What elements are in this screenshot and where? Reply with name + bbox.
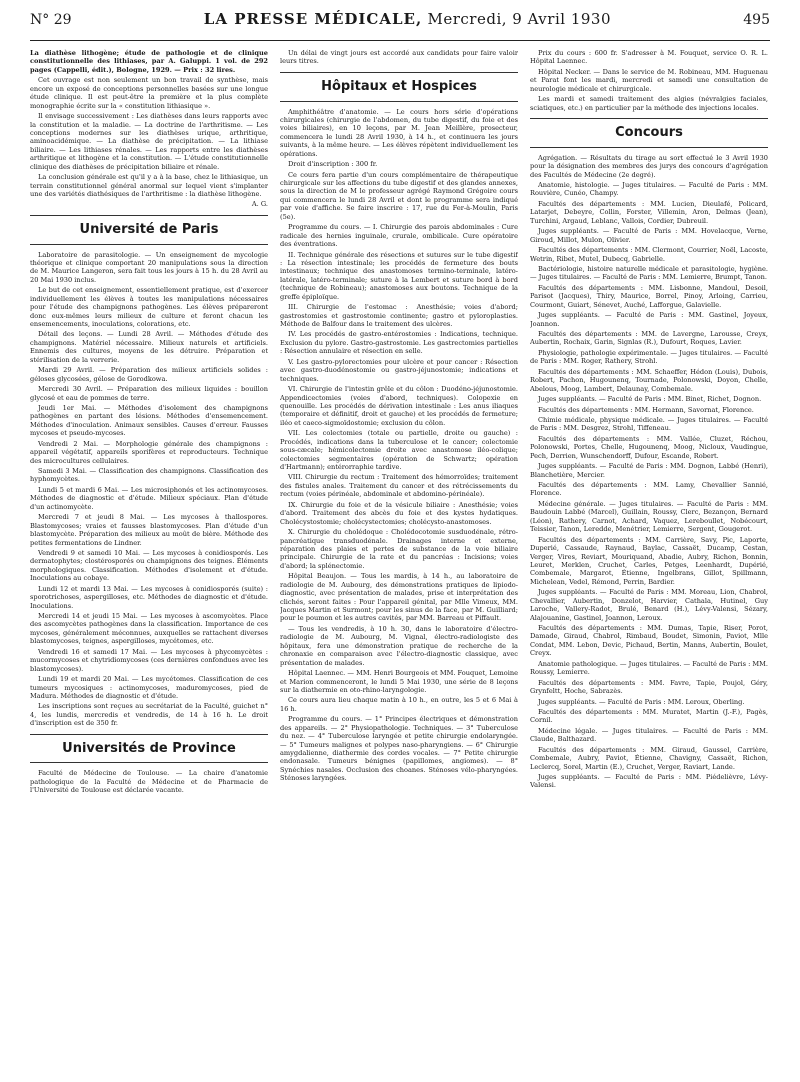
paragraph: Hôpital Laennec. — MM. Henri Bourgeois et MM. Fouquet, Lemoine et Marion commenceront, le lundi 5 Mai 1930, une série de 8 leçons sur la diathermie en oto-rhino-laryngologie. [280, 669, 518, 694]
issue-date: Mercredi, 9 Avril 1930 [427, 10, 611, 28]
paragraph: Chimie médicale, physique médicale. — Juges titulaires. — Faculté de Paris : MM. Desgrez, Strohl, Tiffeneau. [530, 415, 768, 433]
paragraph: Les mardi et samedi traitement des algies (névralgies faciales, sciatiques, etc.) en particulier par la méthode des injections locales. [530, 95, 768, 112]
paragraph: La conclusion générale est qu'il y a à la base, chez le lithiasique, un terrain constitutionnel général anormal sur lequel vient s'implanter une des variétés diathésiques de l'arthritisme : la diathèse lithogène. [30, 173, 268, 198]
paragraph: Laboratoire de parasitologie. — Un enseignement de mycologie théorique et clinique comportant 20 manipulations sous la direction de M. Maurice Langeron, sera fait tous les jours à 15 h. du 28 Avril au 20 Mai 1930 inclus. [30, 250, 268, 284]
paragraph: Ce cours aura lieu chaque matin à 10 h., en outre, les 5 et 6 Mai à 16 h. [280, 696, 518, 713]
newspaper-page [30, 10, 770, 1074]
paragraph: Facultés des départements : MM. Hermann, Savornat, Florence. [538, 405, 754, 414]
paragraph: Juges suppléants. — Faculté de Paris : MM. Leroux, Oberling. [538, 697, 745, 706]
paragraph: Mercredi 14 et jeudi 15 Mai. — Les mycoses à ascomycètes. Place des ascomycètes pathogènes dans la classification. Importance de ces mycoses, généralement méconnues, auxquelles se rattachent diverses blastomycoses, teignes, aspergilloses, mycétomes, etc. [30, 612, 268, 646]
paragraph: Facultés des départements : MM. Lisbonne, Mandoul, Desoil, Parisot (Jacques), Thiry, Maurice, Borrel, Pinoy, Arloing, Carrieu, Courmont, Guiart, Sénevet, Auché, Lafforgue, Galavielle. [530, 283, 768, 309]
paragraph: Samedi 3 Mai. — Classification des champignons. Classification des hyphomycètes. [30, 467, 268, 484]
paragraph: Facultés des départements : MM. Giraud, Gaussel, Carrière, Combemale, Aubry, Paviot, Étienne, Chavigny, Cassaët, Richon, Leclercq, Sorel, Martin (E.), Cruchet, Verger, Raviart, Lande. [530, 745, 768, 771]
paragraph: II. Technique générale des résections et sutures sur le tube digestif : La résection intestinale; les procédés de fermeture des bouts intestinaux; technique des anastomoses termino-terminale, latéro-latérale, latéro-terminale; suture à la Lembert et suture bord à bord (technique de Robineau); anastomoses aux boutons. Technique de la greffe épiploïque. [280, 250, 518, 301]
paragraph: Hôpital Beaujon. — Tous les mardis, à 14 h., au laboratoire de radiologie de M. Aubourg, des démonstrations pratiques de lipiodo-diagnostic, avec présentation de malades, prise et interprétation des clichés, seront faites : Pour l'appareil génital, par Mlle Vimeux, MM. Jacques Martin et Surmont; pour les sinus de la face, par M. Guilliard; pour le poumon et les autres cavités, par MM. Barreau et Piffault. [280, 572, 518, 623]
paragraph: — Tous les vendredis, à 10 h. 30, dans le laboratoire d'électro-radiologie de M. Aubourg, M. Vignal, électro-radiologiste des hôpitaux, fera une démonstration pratique de recherche de la chronaxie en comparaison avec l'électro-diagnostic classique, avec présentation de malades. [280, 624, 518, 667]
paragraph: Juges suppléants. — Faculté de Paris : MM. Piédelièvre, Lévy-Valensi. [530, 773, 768, 790]
columns [30, 49, 770, 1069]
paragraph: Juges suppléants. — Faculté de Paris : MM. Binet, Richet, Dognon. [538, 395, 762, 404]
page-number: 495 [743, 12, 770, 28]
paragraph: Juges suppléants. — Faculté de Paris : MM. Moreau, Lion, Chabrol, Chevallier, Aubertin, Donzelot, Harvier, Cathala, Hutinel, Guy Laroche, Vallery-Radot, Brulé, Benard (H.), Lévy-Valensi, Sézary, Alajouanine, Gastinel, Joannon, Leroux. [530, 588, 768, 622]
column-1 [30, 49, 268, 1069]
paragraph: Amphithéâtre d'anatomie. — Le cours hors série d'opérations chirurgicales (chirurgie de l'abdomen, du tube digestif, du foie et des voies biliaires), en 10 leçons, par M. Jean Meillère, prosecteur, commencera le lundi 28 Avril 1930, à 14 h., et continuera les jours suivants, à la même heure. — Les élèves répètent individuellement les opérations. [280, 107, 518, 158]
paragraph: Facultés des départements : MM. Clermont, Courrier, Noël, Lacoste, Wetrin, Ribet, Mutel, Dubecq, Gabrielle. [530, 246, 768, 263]
paragraph: Physiologie, pathologie expérimentale. — Juges titulaires. — Faculté de Paris : MM. Roger, Rathery, Strohl. [530, 348, 768, 366]
paragraph: Facultés des départements : MM. de Lavergne, Larousse, Creyx, Aubertin, Rochaix, Garin, Signlas (R.), Dufourt, Roques, Lavier. [530, 330, 768, 347]
paragraph: Programme du cours. — I. Chirurgie des parois abdominales : Cure radicale des hernies inguinale, crurale, ombilicale. Cure opératoire des éventrations. [280, 223, 518, 249]
section-heading-universite-paris: Université de Paris [30, 215, 268, 245]
paragraph: Ce cours fera partie d'un cours complémentaire de thérapeutique chirurgicale sur les affections du tube digestif et des glandes annexes, sous la direction de M le professeur agrégé Raymond Grégoire cours qui commencera le lundi 28 Avril et dont le programme sera indiqué par voie d'affiche. Se faire inscrire : 17, rue du Fer-à-Moulin, Paris (5e). [280, 170, 518, 221]
paragraph: Les inscriptions sont reçues au secrétariat de la Faculté, guichet n° 4, les lundis, mercredis et vendredis, de 14 à 16 h. Le droit d'inscription est de 350 fr. [30, 702, 268, 728]
section-heading-hopitaux: Hôpitaux et Hospices [280, 72, 518, 102]
paragraph: Agrégation. — Résultats du tirage au sort effectué le 3 Avril 1930 pour la désignation des membres des jurys des concours d'agrégation des Facultés de Médecine (2e degré). [530, 153, 768, 179]
paragraph: Faculté de Médecine de Toulouse. — La chaire d'anatomie pathologique de la Faculté de Médecine et de Pharmacie de l'Université de Toulouse est déclarée vacante. [30, 769, 268, 795]
paragraph: V. Les gastro-pylorectomies pour ulcère et pour cancer : Résection avec gastro-duodénostomie ou gastro-jéjunostomie; indications et techniques. [280, 357, 518, 383]
paragraph: Détail des leçons. — Lundi 28 Avril. — Méthodes d'étude des champignons. Matériel nécessaire. Milieux naturels et artificiels. Ennemis des cultures, moyens de les détruire. Préparation et stérilisation de la verrerie. [30, 330, 268, 364]
paragraph: IV. Les procédés de gastro-entérostomies : Indications, technique. Exclusion du pylore. Gastro-gastrostomie. Les gastrectomies partielles : Résection annulaire et résection en selle. [280, 330, 518, 356]
paragraph: Facultés des départements : MM. Vallée, Cluzet, Réchou, Polonowski, Portes, Chelle, Hugounenq, Moog, Nicloux, Vaudingue, Pech, Derrien, Wunschendorff, Dufour, Escande, Robert. [530, 434, 768, 460]
paragraph: IX. Chirurgie du foie et de la vésicule biliaire : Anesthésie; voies d'abord. Traitement des abcès du foie et des kystes hydatiques. Cholécystostomie; cholécystectomies; cholécysto-anastomoses. [280, 500, 518, 526]
paragraph: Jeudi 1er Mai. — Méthodes d'isolement des champignons pathogènes en partant des lésions. Méthodes d'ensemencement. Méthodes d'inoculation. Animaux sensibles. Causes d'erreur. Fausses mycoses et pseudo-mycoses. [30, 403, 268, 438]
paragraph: Médecine générale. — Juges titulaires. — Faculté de Paris : MM. Baudouin Labbé (Marcel), Guillain, Roussy, Clerc, Bezançon, Bernard (Léon), Rathery, Carnot, Achard, Vaquez, Lereboullet, Nobécourt, Teissier, Tanon, Leredde, Menétrier, Lemierre, Sergent, Gougerot. [530, 499, 768, 534]
masthead [204, 10, 611, 28]
column-3 [530, 49, 768, 1069]
paragraph: La diathèse lithogène; étude de pathologie et de clinique constitutionnelle des lithiases, par A. Galuppi. 1 vol. de 292 pages (Cappelli, édit.), Bologne, 1929. — Prix : 32 lires. [30, 49, 268, 74]
section-heading-universites-province: Universités de Province [30, 734, 268, 764]
paragraph: Vendredi 16 et samedi 17 Mai. — Les mycoses à phycomycètes : mucormycoses et chytridiomycoses (ces dernières confondues avec les blastomycoses). [30, 647, 268, 673]
issue-number: N° 29 [30, 12, 72, 28]
paragraph: Un délai de vingt jours est accordé aux candidats pour faire valoir leurs titres. [280, 49, 518, 66]
paragraph: Médecine légale. — Juges titulaires. — Faculté de Paris : MM. Claude, Balthazard. [530, 726, 768, 744]
paragraph: Facultés des départements : MM. Lucien, Dieulafé, Policard, Latarjet, Debeyre, Collin, Forster, Villemin, Aron, Delmas (Jean), Turchini, Argaud, Leblanc, Vallois, Cordier, Dubreuil. [530, 199, 768, 225]
signature: A. G. [251, 200, 268, 209]
column-2 [280, 49, 518, 1069]
journal-title: LA PRESSE MÉDICALE, [203, 10, 423, 28]
paragraph: VI. Chirurgie de l'intestin grêle et du côlon : Duodéno-jéjunostomie. Appendicectomies (voies d'abord, techniques). Colopexie en quenouille. Les procédés de dérivation intestinale : Les anus iliaques (temporaire et définitif, droit et gauche) et les procédés de fermeture; iléo et caeco-sigmoïdostomie; exclusion du côlon. [280, 385, 518, 427]
paragraph: Bactériologie, histoire naturelle médicale et parasitologie, hygiène. — Juges titulaires. — Faculté de Paris : MM. Lemierre, Brumpt, Tanon. [530, 264, 768, 282]
paragraph: Mardi 29 Avril. — Préparation des milieux artificiels solides : géloses glycosées, gélose de Gorodkowa. [30, 366, 268, 383]
paragraph: Juges suppléants. — Faculté de Paris : MM. Hovelacque, Verne, Giroud, Millot, Mulon, Olivier. [530, 227, 768, 244]
paragraph: Vendredi 2 Mai. — Morphologie générale des champignons : appareil végétatif, appareils sporifères et reproducteurs. Technique des microcultures cellulaires. [30, 439, 268, 465]
paragraph: Facultés des départements : MM. Muratet, Martin (J.-F.), Pagès, Cornil. [530, 707, 768, 725]
paragraph: Juges suppléants. — Faculté de Paris : MM. Gastinel, Joyeux, Joannon. [530, 311, 768, 328]
paragraph: Facultés des départements : MM. Dumas, Tapie, Riser, Porot, Damade, Giraud, Chabrol, Rimbaud, Boudet, Simonin, Paviot, Mlle Condat, MM. Lebon, Devic, Pichaud, Bertin, Manns, Aubertin, Boulet, Creyx. [530, 624, 768, 658]
paragraph: X. Chirurgie du cholédoque : Cholédocotomie susduodénale, rétro-pancréatique transduodénale. Drainages interne et externe, réparation des plaies et pertes de substance de la voie biliaire principale. Chirurgie de la rate et du pancréas : Incisions; voies d'abord; la splénectomie. [280, 528, 518, 570]
paragraph: III. Chirurgie de l'estomac : Anesthésie; voies d'abord; gastrostomies et gastrostomie continente; gastro et pyloroplasties. Méthode de Balfour dans le traitement des ulcères. [280, 303, 518, 328]
paragraph: Droit d'inscription : 300 fr. [288, 160, 378, 169]
paragraph: Lundi 5 et mardi 6 Mai. — Les microsiphonés et les actinomycoses. Méthodes de diagnostic et d'étude. Milieux spéciaux. Plan d'étude d'un actinomycète. [30, 485, 268, 511]
paragraph: Facultés des départements : MM. Carrière, Savy, Pic, Laporte, Duperié, Cassaude, Raynaud, Baylac, Cassaët, Ducamp, Cestan, Verger, Vires, Reviart, Mouriquand, Abadie, Aubry, Richon, Bonnin, Leuret, Merklen, Cruchet, Carles, Petges, Leenhardt, Dupérié, Combemale, Margarot, Étienne, Ingelbrans, Gillot, Spillmann, Michelean, Vedel, Rémond, Perrin, Bardier. [530, 535, 768, 586]
paragraph: Facultés des départements : MM. Schaeffer, Hédon (Louis), Dubois, Robert, Pachon, Hugounenq, Tournade, Polonowski, Doyon, Chelle, Abelous, Moog, Lambert, Delaunay, Combemale. [530, 367, 768, 393]
paragraph: Il envisage successivement : Les diathèses dans leurs rapports avec la constitution et la maladie. — La doctrine de l'arthritisme. — Les conceptions modernes sur les diathèses urique, arthritique, aminoacidémique. — La diathèse de précipitation. — La lithiase biliaire. — Les lithiases rénales. — Les rapports entre les diathèses arthritique et lithogène et la constitution. — L'étude constitutionnelle clinique des diathèses de précipitation biliaire et rénale. [30, 112, 268, 171]
paragraph: Mercredi 7 et jeudi 8 Mai. — Les mycoses à thallospores. Blastomycoses; vraies et fausses blastomycoses. Plan d'étude d'un blastomycète. Préparation des milieux au moût de bière. Méthode des petites fermentations de Lindner. [30, 513, 268, 547]
paragraph: Lundi 12 et mardi 13 Mai. — Les mycoses à conidiosporés (suite) : sporotrichoses, aspergilloses, etc. Méthodes de diagnostic et d'étude. Inoculations. [30, 584, 268, 610]
paragraph: VII. Les colectomies (totale ou partielle, droite ou gauche) : Procédés, indications dans la tuberculose et le cancer; colectomie sous-cæcale; hémicolectomie droite avec anastomose iléo-colique; colectomies segmentaires (opération de Schwartz; opération d'Hartmann); entérorraphie tardive. [280, 429, 518, 471]
paragraph: Facultés des départements : MM. Lamy, Chevallier Sannié, Florence. [530, 481, 768, 498]
paragraph: Mercredi 30 Avril. — Préparation des milieux liquides : bouillon glycosé et eau de pommes de terre. [30, 385, 268, 402]
section-heading-concours: Concours [530, 118, 768, 148]
paragraph: Le but de cet enseignement, essentiellement pratique, est d'exercer individuellement les élèves à toutes les manipulations nécessaires pour l'étude des champignons pathogènes. Les élèves prépareront donc eux-mêmes leurs milieux de culture et feront chacun les ensemencements, inoculations, colorations, etc. [30, 286, 268, 328]
page-header [30, 10, 770, 41]
paragraph: Anatomie pathologique. — Juges titulaires. — Faculté de Paris : MM. Roussy, Lemierre. [530, 659, 768, 677]
paragraph: Prix du cours : 600 fr. S'adresser à M. Fouquet, service O. R. L. Hôpital Laennec. [530, 49, 768, 66]
paragraph: Cet ouvrage est non seulement un bon travail de synthèse, mais encore un exposé de conceptions personnelles basées sur une longue étude clinique. Il est peut-être la première et la plus complète monographie écrite sur la « constitution lithiasique ». [30, 76, 268, 110]
paragraph: Vendredi 9 et samedi 10 Mai. — Les mycoses à conidiosporés. Les dermatophytes; clostérosporés ou champignons des teignes. Éléments morphologiques. Classification. Méthodes d'isolement et d'étude. Inoculations au cobaye. [30, 548, 268, 583]
paragraph: Lundi 19 et mardi 20 Mai. — Les mycétomes. Classification de ces tumeurs mycosiques : actinomycoses, maduromycoses, pied de Madura. Méthodes de diagnostic et d'étude. [30, 675, 268, 700]
paragraph: Facultés des départements : MM. Favre, Tapie, Poujol, Géry, Grynfeltt, Hoche, Sabrazès. [530, 678, 768, 696]
paragraph: Hôpital Necker. — Dans le service de M. Robineau, MM. Huguenau et Parat font les mardi, mercredi et samedi une consultation de neurologie médicale et chirurgicale. [530, 67, 768, 93]
paragraph: Programme du cours. — 1° Principes électriques et démonstration des appareils. — 2° Physiopathologie. Techniques. — 3° Tuberculose du nez. — 4° Tuberculose laryngée et petite chirurgie endolaryngée. — 5° Tumeurs malignes et polypes naso-pharyngiens. — 6° Chirurgie amygdalienne, diathermie des cordes vocales. — 7° Petite chirurgie endonasale. Tumeurs bénignes (papillomes, angiomes). — 8° Synéchies nasales. Occlusion des choanes. Sténoses vélo-pharyngées. Sténoses laryngées. [280, 715, 518, 783]
paragraph: Juges suppléants. — Faculté de Paris : MM. Dognon, Labbé (Henri), Blanchetière, Mercier. [530, 462, 768, 479]
paragraph: VIII. Chirurgie du rectum : Traitement des hémorroïdes; traitement des fistules anales. Traitement du cancer et des rétrécissements du rectum (voies périnéale, abdominale et abdomino-périnéale). [280, 473, 518, 499]
paragraph: Anatomie, histologie. — Juges titulaires. — Faculté de Paris : MM. Rouvière, Cunéo, Champy. [530, 181, 768, 198]
